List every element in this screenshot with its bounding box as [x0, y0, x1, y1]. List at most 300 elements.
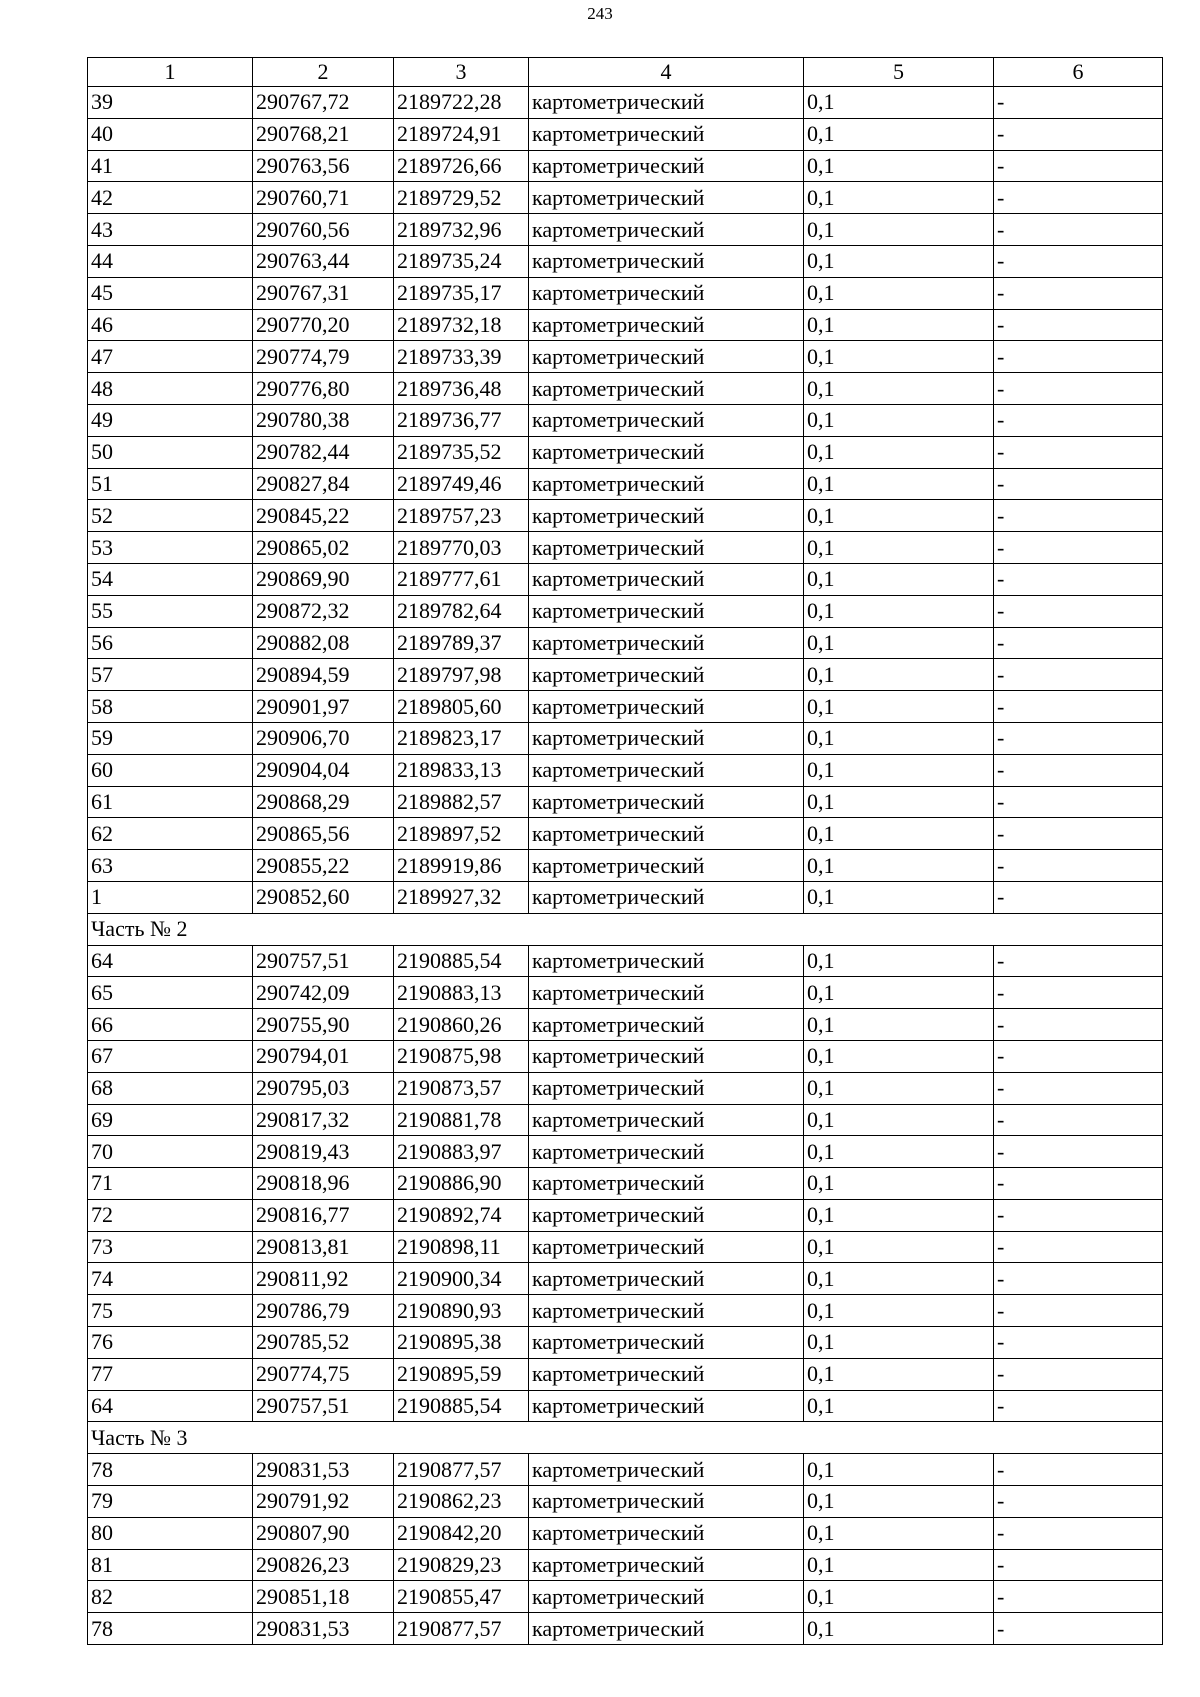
table-cell-col6: - [994, 182, 1163, 214]
table-row [88, 1231, 1163, 1263]
table-cell-col3: 2190890,93 [394, 1295, 529, 1327]
table-cell-col6: - [994, 309, 1163, 341]
table-cell-col2: 290816,77 [253, 1199, 394, 1231]
table-cell-col2: 290795,03 [253, 1072, 394, 1104]
table-cell-col6: - [994, 945, 1163, 977]
table-cell-col1: 59 [88, 722, 253, 754]
table-row [88, 722, 1163, 754]
table-cell-col6: - [994, 977, 1163, 1009]
table-row [88, 1327, 1163, 1359]
table-cell-col3: 2189927,32 [394, 881, 529, 913]
table-row [88, 818, 1163, 850]
table-cell-col6: - [994, 722, 1163, 754]
table-cell-col2: 290742,09 [253, 977, 394, 1009]
section-title-row [88, 913, 1163, 945]
table-cell-col1: 56 [88, 627, 253, 659]
table-cell-col4: картометрический [529, 1581, 804, 1613]
table-cell-col6: - [994, 881, 1163, 913]
table-cell-col1: 60 [88, 754, 253, 786]
table-cell-col5: 0,1 [804, 1327, 994, 1359]
table-row [88, 881, 1163, 913]
table-row [88, 500, 1163, 532]
table-cell-col3: 2189736,48 [394, 373, 529, 405]
table-row [88, 977, 1163, 1009]
table-cell-col2: 290831,53 [253, 1613, 394, 1645]
table-cell-col4: картометрический [529, 468, 804, 500]
table-cell-col2: 290757,51 [253, 945, 394, 977]
table-cell-col2: 290817,32 [253, 1104, 394, 1136]
table-cell-col1: 64 [88, 945, 253, 977]
table-cell-col2: 290831,53 [253, 1454, 394, 1486]
table-row [88, 945, 1163, 977]
table-cell-col5: 0,1 [804, 1199, 994, 1231]
table-cell-col3: 2190855,47 [394, 1581, 529, 1613]
table-cell-col2: 290770,20 [253, 309, 394, 341]
table-cell-col4: картометрический [529, 373, 804, 405]
table-row [88, 1136, 1163, 1168]
table-cell-col1: 72 [88, 1199, 253, 1231]
table-cell-col1: 49 [88, 404, 253, 436]
table-cell-col3: 2189736,77 [394, 404, 529, 436]
table-cell-col5: 0,1 [804, 595, 994, 627]
table-cell-col1: 76 [88, 1327, 253, 1359]
table-cell-col4: картометрический [529, 563, 804, 595]
table-row [88, 1549, 1163, 1581]
table-cell-col4: картометрический [529, 1136, 804, 1168]
table-cell-col2: 290855,22 [253, 850, 394, 882]
table-cell-col4: картометрический [529, 1199, 804, 1231]
table-cell-col5: 0,1 [804, 182, 994, 214]
table-cell-col3: 2189729,52 [394, 182, 529, 214]
table-cell-col3: 2189757,23 [394, 500, 529, 532]
table-cell-col6: - [994, 691, 1163, 723]
table-cell-col5: 0,1 [804, 500, 994, 532]
table-cell-col5: 0,1 [804, 1168, 994, 1200]
table-row [88, 659, 1163, 691]
table-row [88, 1486, 1163, 1518]
table-cell-col5: 0,1 [804, 118, 994, 150]
table-cell-col6: - [994, 1613, 1163, 1645]
table-row [88, 595, 1163, 627]
table-cell-col2: 290818,96 [253, 1168, 394, 1200]
table-cell-col3: 2190829,23 [394, 1549, 529, 1581]
table-cell-col2: 290760,71 [253, 182, 394, 214]
coordinates-table [87, 57, 1163, 1645]
table-cell-col2: 290794,01 [253, 1040, 394, 1072]
table-cell-col6: - [994, 436, 1163, 468]
table-cell-col5: 0,1 [804, 659, 994, 691]
table-row [88, 150, 1163, 182]
table-cell-col4: картометрический [529, 87, 804, 119]
header-cell-2: 2 [253, 58, 394, 87]
table-cell-col6: - [994, 1454, 1163, 1486]
table-cell-col4: картометрический [529, 659, 804, 691]
table-row [88, 1168, 1163, 1200]
table-cell-col6: - [994, 627, 1163, 659]
table-cell-col4: картометрический [529, 1613, 804, 1645]
table-cell-col6: - [994, 786, 1163, 818]
table-cell-col5: 0,1 [804, 214, 994, 246]
table-cell-col6: - [994, 1263, 1163, 1295]
table-cell-col2: 290865,56 [253, 818, 394, 850]
table-cell-col4: картометрический [529, 691, 804, 723]
table-cell-col1: 74 [88, 1263, 253, 1295]
table-cell-col1: 75 [88, 1295, 253, 1327]
table-cell-col3: 2190885,54 [394, 945, 529, 977]
table-cell-col6: - [994, 818, 1163, 850]
table-cell-col2: 290904,04 [253, 754, 394, 786]
table-row [88, 309, 1163, 341]
header-row [88, 58, 1163, 87]
table-cell-col6: - [994, 1136, 1163, 1168]
table-cell-col2: 290807,90 [253, 1517, 394, 1549]
table-cell-col5: 0,1 [804, 691, 994, 723]
table-cell-col5: 0,1 [804, 309, 994, 341]
table-cell-col5: 0,1 [804, 87, 994, 119]
table-cell-col3: 2190898,11 [394, 1231, 529, 1263]
table-cell-col4: картометрический [529, 722, 804, 754]
table-cell-col3: 2190881,78 [394, 1104, 529, 1136]
table-cell-col5: 0,1 [804, 881, 994, 913]
table-cell-col6: - [994, 1040, 1163, 1072]
table-row [88, 1295, 1163, 1327]
table-cell-col4: картометрический [529, 1263, 804, 1295]
table-row [88, 373, 1163, 405]
table-row [88, 1358, 1163, 1390]
table-row [88, 1454, 1163, 1486]
table-cell-col2: 290767,72 [253, 87, 394, 119]
table-cell-col3: 2190883,13 [394, 977, 529, 1009]
table-cell-col1: 68 [88, 1072, 253, 1104]
table-cell-col3: 2190842,20 [394, 1517, 529, 1549]
table-cell-col1: 48 [88, 373, 253, 405]
table-cell-col2: 290845,22 [253, 500, 394, 532]
table-cell-col1: 82 [88, 1581, 253, 1613]
table-row [88, 1263, 1163, 1295]
table-cell-col4: картометрический [529, 1295, 804, 1327]
table-cell-col3: 2190900,34 [394, 1263, 529, 1295]
table-cell-col5: 0,1 [804, 277, 994, 309]
table-cell-col1: 73 [88, 1231, 253, 1263]
table-cell-col3: 2190877,57 [394, 1613, 529, 1645]
table-row [88, 245, 1163, 277]
table-cell-col3: 2190875,98 [394, 1040, 529, 1072]
table-cell-col6: - [994, 532, 1163, 564]
table-cell-col1: 67 [88, 1040, 253, 1072]
table-row [88, 468, 1163, 500]
table-cell-col3: 2189805,60 [394, 691, 529, 723]
table-row [88, 87, 1163, 119]
table-cell-col4: картометрический [529, 786, 804, 818]
table-cell-col6: - [994, 404, 1163, 436]
table-cell-col1: 1 [88, 881, 253, 913]
table-cell-col3: 2190885,54 [394, 1390, 529, 1422]
table-cell-col2: 290786,79 [253, 1295, 394, 1327]
table-cell-col5: 0,1 [804, 850, 994, 882]
table-cell-col3: 2189732,18 [394, 309, 529, 341]
table-cell-col3: 2189882,57 [394, 786, 529, 818]
table-cell-col4: картометрический [529, 1009, 804, 1041]
table-cell-col1: 43 [88, 214, 253, 246]
table-cell-col3: 2190873,57 [394, 1072, 529, 1104]
table-cell-col2: 290894,59 [253, 659, 394, 691]
table-cell-col1: 47 [88, 341, 253, 373]
table-cell-col6: - [994, 1231, 1163, 1263]
table-cell-col4: картометрический [529, 309, 804, 341]
table-cell-col1: 66 [88, 1009, 253, 1041]
table-row [88, 1040, 1163, 1072]
table-cell-col2: 290767,31 [253, 277, 394, 309]
table-header [88, 58, 1163, 87]
table-cell-col1: 61 [88, 786, 253, 818]
table-cell-col6: - [994, 277, 1163, 309]
table-cell-col1: 69 [88, 1104, 253, 1136]
table-cell-col3: 2190860,26 [394, 1009, 529, 1041]
table-cell-col5: 0,1 [804, 1613, 994, 1645]
table-cell-col2: 290852,60 [253, 881, 394, 913]
table-cell-col3: 2189722,28 [394, 87, 529, 119]
table-cell-col1: 62 [88, 818, 253, 850]
table-cell-col1: 77 [88, 1358, 253, 1390]
table-cell-col6: - [994, 754, 1163, 786]
table-cell-col4: картометрический [529, 404, 804, 436]
table-cell-col2: 290813,81 [253, 1231, 394, 1263]
table-cell-col2: 290755,90 [253, 1009, 394, 1041]
table-cell-col2: 290763,44 [253, 245, 394, 277]
table-cell-col5: 0,1 [804, 1517, 994, 1549]
table-cell-col6: - [994, 1390, 1163, 1422]
table-cell-col6: - [994, 150, 1163, 182]
table-cell-col5: 0,1 [804, 1136, 994, 1168]
table-cell-col5: 0,1 [804, 468, 994, 500]
table-cell-col6: - [994, 1168, 1163, 1200]
table-cell-col2: 290768,21 [253, 118, 394, 150]
table-cell-col4: картометрический [529, 1231, 804, 1263]
table-cell-col1: 42 [88, 182, 253, 214]
table-cell-col3: 2189919,86 [394, 850, 529, 882]
table-cell-col5: 0,1 [804, 150, 994, 182]
table-row [88, 1517, 1163, 1549]
table-cell-col6: - [994, 468, 1163, 500]
table-cell-col5: 0,1 [804, 1549, 994, 1581]
table-cell-col1: 45 [88, 277, 253, 309]
table-cell-col3: 2189770,03 [394, 532, 529, 564]
table-cell-col2: 290882,08 [253, 627, 394, 659]
table-cell-col5: 0,1 [804, 1104, 994, 1136]
table-row [88, 532, 1163, 564]
table-cell-col6: - [994, 87, 1163, 119]
table-cell-col4: картометрический [529, 500, 804, 532]
table-cell-col6: - [994, 1072, 1163, 1104]
table-cell-col4: картометрический [529, 150, 804, 182]
table-cell-col4: картометрический [529, 436, 804, 468]
table-cell-col4: картометрический [529, 1072, 804, 1104]
table-cell-col4: картометрический [529, 532, 804, 564]
table-row [88, 1613, 1163, 1645]
table-cell-col4: картометрический [529, 277, 804, 309]
header-cell-5: 5 [804, 58, 994, 87]
table-cell-col3: 2189724,91 [394, 118, 529, 150]
table-cell-col4: картометрический [529, 118, 804, 150]
table-cell-col1: 80 [88, 1517, 253, 1549]
table-cell-col3: 2189789,37 [394, 627, 529, 659]
table-cell-col6: - [994, 563, 1163, 595]
table-cell-col4: картометрический [529, 214, 804, 246]
table-cell-col2: 290785,52 [253, 1327, 394, 1359]
table-cell-col5: 0,1 [804, 754, 994, 786]
table-cell-col3: 2189733,39 [394, 341, 529, 373]
table-cell-col4: картометрический [529, 1517, 804, 1549]
table-cell-col6: - [994, 595, 1163, 627]
table-row [88, 786, 1163, 818]
table-cell-col3: 2189749,46 [394, 468, 529, 500]
table-cell-col1: 71 [88, 1168, 253, 1200]
table-cell-col2: 290827,84 [253, 468, 394, 500]
table-cell-col6: - [994, 1199, 1163, 1231]
table-cell-col3: 2189735,17 [394, 277, 529, 309]
table-cell-col5: 0,1 [804, 1263, 994, 1295]
table-cell-col6: - [994, 500, 1163, 532]
table-cell-col5: 0,1 [804, 1454, 994, 1486]
table-cell-col6: - [994, 341, 1163, 373]
table-cell-col4: картометрический [529, 1549, 804, 1581]
table-cell-col4: картометрический [529, 881, 804, 913]
table-cell-col3: 2190892,74 [394, 1199, 529, 1231]
table-cell-col5: 0,1 [804, 341, 994, 373]
table-cell-col5: 0,1 [804, 373, 994, 405]
table-cell-col6: - [994, 1009, 1163, 1041]
table-cell-col5: 0,1 [804, 945, 994, 977]
table-row [88, 691, 1163, 723]
table-cell-col5: 0,1 [804, 977, 994, 1009]
table-cell-col4: картометрический [529, 850, 804, 882]
header-cell-1: 1 [88, 58, 253, 87]
table-cell-col1: 52 [88, 500, 253, 532]
table-row [88, 1104, 1163, 1136]
table-cell-col5: 0,1 [804, 1009, 994, 1041]
table-row [88, 436, 1163, 468]
table-cell-col6: - [994, 1486, 1163, 1518]
table-cell-col1: 70 [88, 1136, 253, 1168]
table-cell-col5: 0,1 [804, 1040, 994, 1072]
table-cell-col6: - [994, 118, 1163, 150]
table-cell-col1: 41 [88, 150, 253, 182]
table-cell-col3: 2189777,61 [394, 563, 529, 595]
table-cell-col1: 79 [88, 1486, 253, 1518]
table-cell-col6: - [994, 1358, 1163, 1390]
table-cell-col1: 40 [88, 118, 253, 150]
table-cell-col6: - [994, 1581, 1163, 1613]
table-cell-col6: - [994, 1327, 1163, 1359]
table-cell-col2: 290780,38 [253, 404, 394, 436]
table-cell-col4: картометрический [529, 341, 804, 373]
table-cell-col5: 0,1 [804, 1486, 994, 1518]
table-row [88, 754, 1163, 786]
table-cell-col2: 290791,92 [253, 1486, 394, 1518]
table-cell-col4: картометрический [529, 977, 804, 1009]
table-cell-col6: - [994, 373, 1163, 405]
table-cell-col2: 290760,56 [253, 214, 394, 246]
table-cell-col2: 290774,75 [253, 1358, 394, 1390]
table-cell-col1: 54 [88, 563, 253, 595]
table-cell-col4: картометрический [529, 1358, 804, 1390]
table-cell-col2: 290906,70 [253, 722, 394, 754]
table-cell-col5: 0,1 [804, 1358, 994, 1390]
table-cell-col5: 0,1 [804, 1231, 994, 1263]
table-row [88, 1390, 1163, 1422]
table-cell-col5: 0,1 [804, 786, 994, 818]
table-cell-col1: 57 [88, 659, 253, 691]
table-cell-col4: картометрический [529, 1486, 804, 1518]
table-cell-col5: 0,1 [804, 532, 994, 564]
table-cell-col5: 0,1 [804, 245, 994, 277]
table-row [88, 1072, 1163, 1104]
section-title-row [88, 1422, 1163, 1454]
table-cell-col1: 64 [88, 1390, 253, 1422]
table-cell-col1: 63 [88, 850, 253, 882]
table-cell-col5: 0,1 [804, 627, 994, 659]
table-row [88, 277, 1163, 309]
table-body [88, 87, 1163, 1645]
table-cell-col2: 290819,43 [253, 1136, 394, 1168]
table-cell-col4: картометрический [529, 945, 804, 977]
table-cell-col2: 290872,32 [253, 595, 394, 627]
table-cell-col4: картометрический [529, 1454, 804, 1486]
table-cell-col1: 46 [88, 309, 253, 341]
header-cell-4: 4 [529, 58, 804, 87]
table-row [88, 118, 1163, 150]
table-row [88, 341, 1163, 373]
section-title: Часть № 2 [88, 913, 1163, 945]
table-cell-col2: 290757,51 [253, 1390, 394, 1422]
table-cell-col2: 290776,80 [253, 373, 394, 405]
table-row [88, 182, 1163, 214]
table-row [88, 850, 1163, 882]
table-cell-col6: - [994, 245, 1163, 277]
table-cell-col1: 51 [88, 468, 253, 500]
table-cell-col4: картометрический [529, 245, 804, 277]
table-row [88, 563, 1163, 595]
header-cell-6: 6 [994, 58, 1163, 87]
table-cell-col2: 290774,79 [253, 341, 394, 373]
table-cell-col2: 290782,44 [253, 436, 394, 468]
table-cell-col1: 58 [88, 691, 253, 723]
table-cell-col4: картометрический [529, 818, 804, 850]
table-cell-col5: 0,1 [804, 563, 994, 595]
table-cell-col5: 0,1 [804, 818, 994, 850]
table-cell-col4: картометрический [529, 1104, 804, 1136]
table-cell-col4: картометрический [529, 182, 804, 214]
table-cell-col6: - [994, 1517, 1163, 1549]
table-cell-col4: картометрический [529, 1390, 804, 1422]
table-cell-col2: 290865,02 [253, 532, 394, 564]
table-row [88, 214, 1163, 246]
table-cell-col5: 0,1 [804, 1390, 994, 1422]
table-cell-col1: 44 [88, 245, 253, 277]
table-cell-col3: 2189797,98 [394, 659, 529, 691]
table-cell-col3: 2189726,66 [394, 150, 529, 182]
table-cell-col1: 50 [88, 436, 253, 468]
table-cell-col2: 290763,56 [253, 150, 394, 182]
table-cell-col5: 0,1 [804, 1072, 994, 1104]
table-cell-col3: 2189833,13 [394, 754, 529, 786]
page-number: 243 [587, 4, 613, 23]
table-cell-col4: картометрический [529, 1327, 804, 1359]
table-cell-col4: картометрический [529, 1040, 804, 1072]
table-cell-col1: 65 [88, 977, 253, 1009]
table-cell-col5: 0,1 [804, 1295, 994, 1327]
table-cell-col3: 2190883,97 [394, 1136, 529, 1168]
